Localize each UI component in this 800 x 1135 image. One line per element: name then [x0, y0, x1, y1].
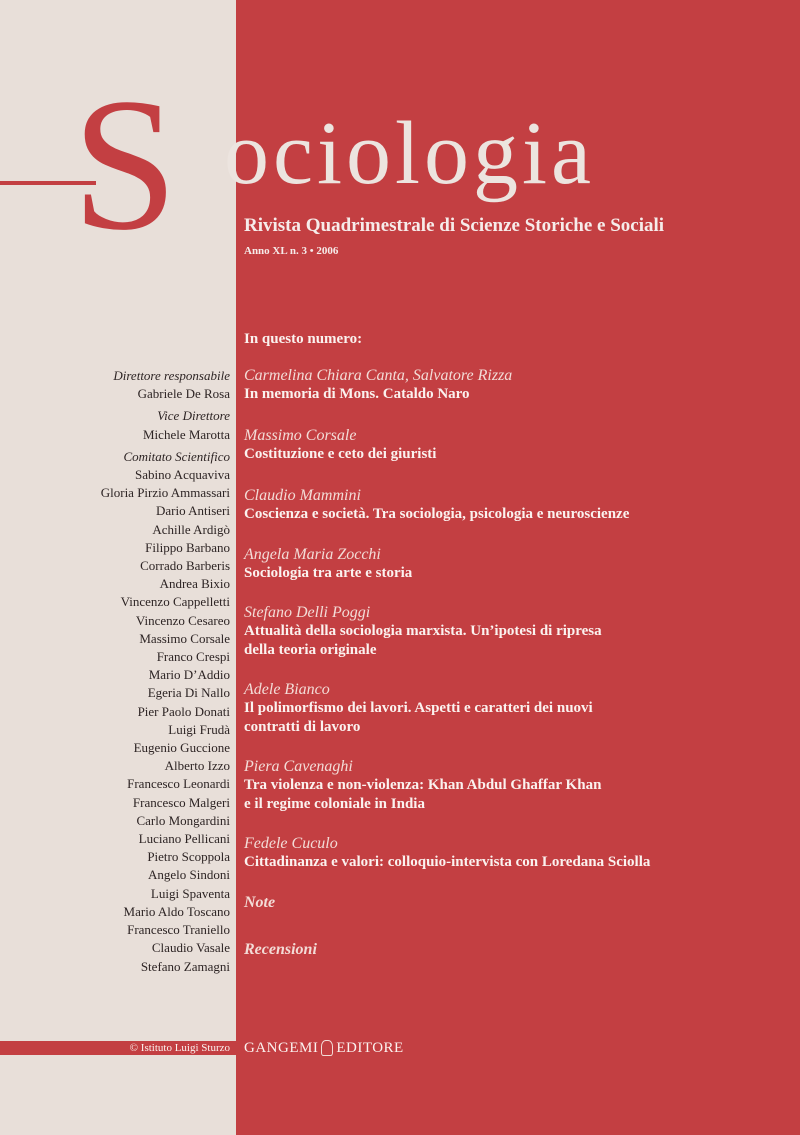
- committee-member: Egeria Di Nallo: [147, 685, 230, 701]
- publisher-emblem-icon: [321, 1040, 333, 1056]
- committee-member: Eugenio Guccione: [133, 740, 230, 756]
- director-name: Gabriele De Rosa: [137, 386, 230, 402]
- article-title: Cittadinanza e valori: colloquio-intervista con Loredana Sciolla: [244, 854, 651, 870]
- committee-member: Corrado Barberis: [140, 558, 230, 574]
- committee-role: Comitato Scientifico: [123, 448, 230, 464]
- committee-member: Claudio Vasale: [151, 940, 230, 956]
- article-7: [244, 758, 784, 814]
- committee-member: Andrea Bixio: [159, 576, 230, 592]
- masthead-title: ociologia: [224, 104, 595, 203]
- committee-member: Dario Antiseri: [155, 503, 230, 519]
- committee-member: Gloria Pirzio Ammassari: [100, 485, 230, 501]
- masthead-initial: S: [72, 60, 178, 270]
- committee-member: Luciano Pellicani: [138, 831, 230, 847]
- committee-member: Luigi Spaventa: [150, 885, 230, 901]
- committee-member: Vincenzo Cappelletti: [120, 594, 230, 610]
- vice-director-role: Vice Direttore: [157, 408, 230, 424]
- article-title: Costituzione e ceto dei giuristi: [244, 446, 437, 462]
- article-1: [244, 367, 784, 404]
- committee-member: Achille Ardigò: [152, 521, 230, 537]
- committee-member: Franco Crespi: [156, 649, 230, 665]
- article-author: Angela Maria Zocchi: [244, 546, 381, 563]
- committee-member: Filippo Barbano: [145, 539, 230, 555]
- article-title: In memoria di Mons. Cataldo Naro: [244, 386, 470, 402]
- committee-member: Stefano Zamagni: [140, 958, 230, 974]
- article-4: [244, 546, 784, 583]
- committee-member: Francesco Malgeri: [132, 794, 230, 810]
- masthead-subtitle: Rivista Quadrimestrale di Scienze Storiche e Sociali: [244, 215, 665, 236]
- committee-member: Alberto Izzo: [164, 758, 230, 774]
- publisher-name-right: EDITORE: [336, 1039, 404, 1056]
- article-author: Adele Bianco: [244, 681, 330, 698]
- contents-heading: In questo numero:: [244, 331, 363, 347]
- committee-member: Vincenzo Cesareo: [135, 612, 230, 628]
- article-author: Claudio Mammini: [244, 487, 361, 504]
- article-author: Piera Cavenaghi: [244, 758, 353, 775]
- section-recensioni: Recensioni: [244, 941, 317, 958]
- director-role: Direttore responsabile: [113, 368, 230, 383]
- article-author: Massimo Corsale: [244, 427, 357, 444]
- committee-member: Sabino Acquaviva: [135, 467, 230, 483]
- publisher-logo: [244, 1038, 404, 1058]
- article-title-line2: della teoria originale: [244, 642, 377, 658]
- article-8: [244, 835, 784, 872]
- committee-member: Mario Aldo Toscano: [123, 903, 230, 919]
- article-author: Fedele Cuculo: [244, 835, 338, 852]
- issue-info: Anno XL n. 3 • 2006: [244, 245, 339, 257]
- article-title-line1: Attualità della sociologia marxista. Un’ipotesi di ripresa: [244, 623, 602, 639]
- article-title: Coscienza e società. Tra sociologia, psicologia e neuroscienze: [244, 506, 630, 522]
- committee-member: Pier Paolo Donati: [137, 703, 230, 719]
- editorial-board: [101, 367, 230, 976]
- article-3: [244, 487, 784, 524]
- section-note: Note: [244, 894, 276, 911]
- committee-member: Francesco Leonardi: [127, 776, 230, 792]
- article-6: [244, 681, 784, 737]
- committee-member: Pietro Scoppola: [147, 849, 230, 865]
- committee-member: Mario D’Addio: [148, 667, 230, 683]
- committee-member: Francesco Traniello: [127, 922, 230, 938]
- committee-member: Angelo Sindoni: [148, 867, 230, 883]
- article-5: [244, 604, 784, 660]
- article-title-line2: e il regime coloniale in India: [244, 796, 425, 812]
- article-author: Stefano Delli Poggi: [244, 604, 371, 621]
- article-title-line2: contratti di lavoro: [244, 719, 361, 735]
- article-author: Carmelina Chiara Canta, Salvatore Rizza: [244, 367, 513, 384]
- committee-member: Carlo Mongardini: [136, 812, 230, 828]
- article-title-line1: Il polimorfismo dei lavori. Aspetti e caratteri dei nuovi: [244, 700, 593, 716]
- committee-member: Luigi Frudà: [168, 721, 230, 737]
- vice-director-name: Michele Marotta: [143, 426, 230, 442]
- committee-member: Massimo Corsale: [139, 630, 230, 646]
- article-title-line1: Tra violenza e non-violenza: Khan Abdul Ghaffar Khan: [244, 777, 602, 793]
- copyright: © Istituto Luigi Sturzo: [129, 1042, 230, 1054]
- publisher-name-left: GANGEMI: [244, 1039, 319, 1056]
- article-title: Sociologia tra arte e storia: [244, 565, 413, 581]
- article-2: [244, 427, 784, 464]
